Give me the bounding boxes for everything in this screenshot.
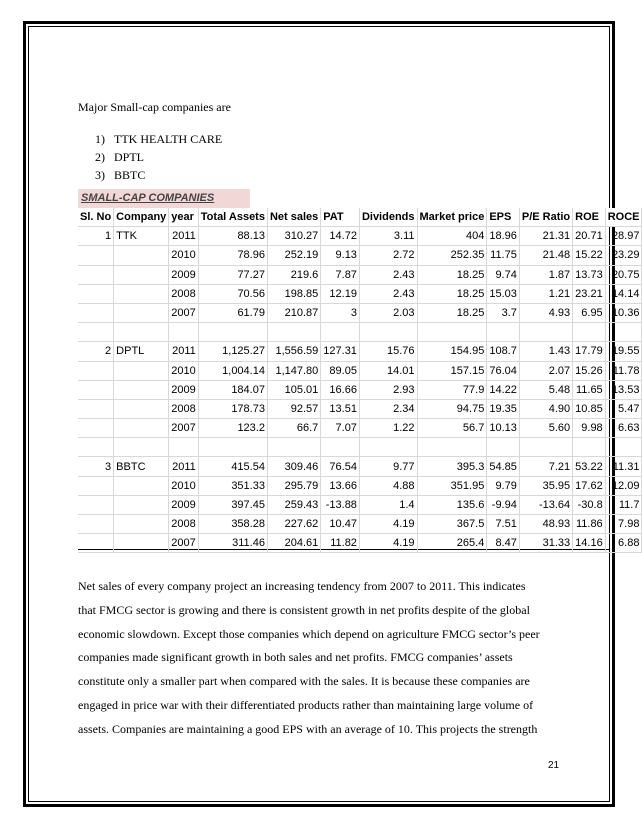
table-cell: 10.36 — [605, 303, 642, 322]
column-header: EPS — [487, 208, 520, 227]
table-cell — [78, 323, 114, 342]
table-cell: -30.8 — [573, 495, 606, 514]
table-cell: 3.11 — [359, 227, 417, 246]
table-cell — [78, 361, 114, 380]
table-cell: 23.21 — [573, 284, 606, 303]
table-row — [78, 457, 642, 476]
table-cell — [78, 303, 114, 322]
column-header: Market price — [417, 208, 487, 227]
table-cell: BBTC — [114, 457, 169, 476]
table-cell — [321, 438, 360, 457]
table-cell: 23.29 — [605, 246, 642, 265]
table-cell: 16.66 — [321, 380, 360, 399]
table-cell: 15.26 — [573, 361, 606, 380]
table-cell — [78, 399, 114, 418]
table-header-row — [78, 208, 642, 227]
table-cell — [114, 380, 169, 399]
table-cell: 6.88 — [605, 534, 642, 553]
table-cell: 7.98 — [605, 515, 642, 534]
companies-list — [95, 130, 222, 184]
table-cell: 3.7 — [487, 303, 520, 322]
table-cell: 351.33 — [198, 476, 267, 495]
table-cell: 11.75 — [487, 246, 520, 265]
paragraph-line: companies made significant growth in both sales and net profits. FMCG companies’ assets — [78, 650, 513, 665]
table-cell: 13.73 — [573, 265, 606, 284]
table-cell — [114, 534, 169, 553]
table-cell: 135.6 — [417, 495, 487, 514]
table-cell: 252.35 — [417, 246, 487, 265]
table-cell: 14.72 — [321, 227, 360, 246]
intro-text: Major Small-cap companies are — [78, 100, 231, 114]
table-row — [78, 284, 642, 303]
table-cell: 20.75 — [605, 265, 642, 284]
table-cell — [114, 265, 169, 284]
table-cell: 123.2 — [198, 419, 267, 438]
table-cell: 3 — [78, 457, 114, 476]
table-cell — [198, 323, 267, 342]
table-cell: 1.22 — [359, 419, 417, 438]
table-cell — [519, 438, 572, 457]
table-title: SMALL-CAP COMPANIES — [78, 189, 250, 208]
table-cell: 2.03 — [359, 303, 417, 322]
table-cell: 198.85 — [267, 284, 320, 303]
paragraph-line: assets. Companies are maintaining a good EPS with an average of 10. This projects the strength — [78, 721, 538, 736]
table-cell: 20.71 — [573, 227, 606, 246]
table-cell — [78, 419, 114, 438]
table-cell: 184.07 — [198, 380, 267, 399]
table-cell: 11.7 — [605, 495, 642, 514]
paragraph-line: Net sales of every company project an increasing tendency from 2007 to 2011. This indicates — [78, 579, 526, 593]
column-header: Net sales — [267, 208, 320, 227]
table-row — [78, 534, 642, 553]
table-row — [78, 246, 642, 265]
table-cell — [114, 438, 169, 457]
table-cell: 7.51 — [487, 515, 520, 534]
column-header: ROCE — [605, 208, 642, 227]
table-cell: 70.56 — [198, 284, 267, 303]
table-cell: 351.95 — [417, 476, 487, 495]
table-cell — [114, 476, 169, 495]
table-cell — [78, 246, 114, 265]
table-cell: 404 — [417, 227, 487, 246]
table-cell: 4.88 — [359, 476, 417, 495]
table-row — [78, 342, 642, 361]
table-cell — [198, 438, 267, 457]
table-cell — [78, 380, 114, 399]
table-cell — [114, 419, 169, 438]
table-cell: -13.64 — [519, 495, 572, 514]
table-cell: 204.61 — [267, 534, 320, 553]
table-cell: 4.19 — [359, 534, 417, 553]
table-cell: 76.04 — [487, 361, 520, 380]
table-cell: 78.96 — [198, 246, 267, 265]
table-cell: 48.93 — [519, 515, 572, 534]
table-cell: 227.62 — [267, 515, 320, 534]
table-cell: 4.93 — [519, 303, 572, 322]
table-cell — [114, 323, 169, 342]
table-cell: 4.90 — [519, 399, 572, 418]
table-cell: 1,125.27 — [198, 342, 267, 361]
table-cell — [169, 323, 198, 342]
table-cell: 1,556.59 — [267, 342, 320, 361]
table-cell: 7.87 — [321, 265, 360, 284]
table-cell: 310.27 — [267, 227, 320, 246]
paragraph-line: constitute only a smaller part when compared with the sales. It is because these companies are — [78, 674, 530, 689]
table-row — [78, 399, 642, 418]
table-cell: 2008 — [169, 399, 198, 418]
table-cell — [78, 284, 114, 303]
table-cell — [359, 438, 417, 457]
table-cell: 265.4 — [417, 534, 487, 553]
table-cell: 4.19 — [359, 515, 417, 534]
table-cell — [169, 438, 198, 457]
table-cell — [605, 323, 642, 342]
table-cell: 89.05 — [321, 361, 360, 380]
table-cell: 2.43 — [359, 265, 417, 284]
table-cell — [359, 323, 417, 342]
table-cell: 11.86 — [573, 515, 606, 534]
analysis-paragraph — [78, 575, 568, 742]
paragraph-line: engaged in price war with their differentiated products rather than maintaining large volume of — [78, 697, 534, 712]
table-cell: 77.9 — [417, 380, 487, 399]
paragraph-line: economic slowdown. Except those companies which depend on agriculture FMCG sector’s peer — [78, 626, 540, 641]
table-cell: 157.15 — [417, 361, 487, 380]
table-cell: 2009 — [169, 265, 198, 284]
table-row — [78, 438, 642, 457]
column-header: Total Assets — [198, 208, 267, 227]
table-cell: 53.22 — [573, 457, 606, 476]
table-cell: 5.60 — [519, 419, 572, 438]
list-item: 2) DPTL — [95, 150, 144, 164]
table-row — [78, 495, 642, 514]
table-cell: 395.3 — [417, 457, 487, 476]
table-cell: 11.65 — [573, 380, 606, 399]
table-cell — [114, 399, 169, 418]
table-cell: 19.55 — [605, 342, 642, 361]
table-cell — [267, 438, 320, 457]
column-header: Company — [114, 208, 169, 227]
table-cell: 2010 — [169, 476, 198, 495]
table-cell: 66.7 — [267, 419, 320, 438]
table-cell: 2.93 — [359, 380, 417, 399]
table-cell: 415.54 — [198, 457, 267, 476]
table-cell: 21.31 — [519, 227, 572, 246]
table-cell: 10.85 — [573, 399, 606, 418]
table-row — [78, 265, 642, 284]
table-cell: 2009 — [169, 380, 198, 399]
table-cell: 15.22 — [573, 246, 606, 265]
table-cell: 28.97 — [605, 227, 642, 246]
table-cell: 2 — [78, 342, 114, 361]
table-cell: 7.21 — [519, 457, 572, 476]
table-cell: 210.87 — [267, 303, 320, 322]
table-cell: DPTL — [114, 342, 169, 361]
table-cell — [114, 284, 169, 303]
table-cell: 56.7 — [417, 419, 487, 438]
table-cell — [78, 515, 114, 534]
table-cell: 6.63 — [605, 419, 642, 438]
table-cell — [114, 515, 169, 534]
table-cell: 15.76 — [359, 342, 417, 361]
table-cell: 397.45 — [198, 495, 267, 514]
table-cell: 94.75 — [417, 399, 487, 418]
table-cell: 61.79 — [198, 303, 267, 322]
table-cell: 9.98 — [573, 419, 606, 438]
column-header: PAT — [321, 208, 360, 227]
table-cell: 2010 — [169, 246, 198, 265]
table-cell: 92.57 — [267, 399, 320, 418]
table-cell: -9.94 — [487, 495, 520, 514]
table-cell: 13.66 — [321, 476, 360, 495]
table-cell: 1.4 — [359, 495, 417, 514]
table-cell: 358.28 — [198, 515, 267, 534]
table-cell: 18.25 — [417, 284, 487, 303]
table-cell: 11.82 — [321, 534, 360, 553]
table-cell: 1,147.80 — [267, 361, 320, 380]
table-cell: 13.53 — [605, 380, 642, 399]
table-cell: 8.47 — [487, 534, 520, 553]
table-cell: 17.79 — [573, 342, 606, 361]
table-cell — [573, 438, 606, 457]
table-cell — [114, 495, 169, 514]
table-cell: 88.13 — [198, 227, 267, 246]
table-cell: 13.51 — [321, 399, 360, 418]
table-cell — [78, 265, 114, 284]
column-header: Sl. No — [78, 208, 114, 227]
table-cell: 14.22 — [487, 380, 520, 399]
column-header: year — [169, 208, 198, 227]
table-cell: 367.5 — [417, 515, 487, 534]
table-cell: 11.31 — [605, 457, 642, 476]
table-row — [78, 361, 642, 380]
table-cell: 10.13 — [487, 419, 520, 438]
table-cell — [114, 361, 169, 380]
table-cell: 1.87 — [519, 265, 572, 284]
table-cell: 2011 — [169, 227, 198, 246]
table-cell: 14.14 — [605, 284, 642, 303]
table-cell: 17.62 — [573, 476, 606, 495]
table-cell: 2007 — [169, 534, 198, 553]
table-cell: 10.47 — [321, 515, 360, 534]
table-cell: 76.54 — [321, 457, 360, 476]
table-cell: 6.95 — [573, 303, 606, 322]
table-cell: 178.73 — [198, 399, 267, 418]
table-cell: 19.35 — [487, 399, 520, 418]
table-cell: 21.48 — [519, 246, 572, 265]
table-cell — [78, 534, 114, 553]
table-cell: 12.19 — [321, 284, 360, 303]
page-number: 21 — [548, 760, 560, 771]
table-cell: 127.31 — [321, 342, 360, 361]
table-cell: 309.46 — [267, 457, 320, 476]
table-cell: 1.43 — [519, 342, 572, 361]
table-cell: TTK — [114, 227, 169, 246]
table-cell: 295.79 — [267, 476, 320, 495]
column-header: P/E Ratio — [519, 208, 572, 227]
table-cell: 9.13 — [321, 246, 360, 265]
table-cell: 2011 — [169, 457, 198, 476]
table-cell: 2011 — [169, 342, 198, 361]
table-cell: 2.43 — [359, 284, 417, 303]
table-cell: 11.78 — [605, 361, 642, 380]
table-cell: 15.03 — [487, 284, 520, 303]
table-cell: 1.21 — [519, 284, 572, 303]
table-cell: 18.25 — [417, 303, 487, 322]
table-cell: 311.46 — [198, 534, 267, 553]
table-cell — [114, 246, 169, 265]
table-cell: 5.47 — [605, 399, 642, 418]
table-row — [78, 380, 642, 399]
table-cell — [267, 323, 320, 342]
table-cell: 219.6 — [267, 265, 320, 284]
table-cell: 252.19 — [267, 246, 320, 265]
table-cell: 5.48 — [519, 380, 572, 399]
table-cell: 18.25 — [417, 265, 487, 284]
table-cell — [417, 323, 487, 342]
table-row — [78, 476, 642, 495]
table-cell: 1 — [78, 227, 114, 246]
column-header: Dividends — [359, 208, 417, 227]
table-row — [78, 515, 642, 534]
table-cell: 2007 — [169, 419, 198, 438]
table-cell: 9.79 — [487, 476, 520, 495]
table-cell: 2.07 — [519, 361, 572, 380]
table-cell: 108.7 — [487, 342, 520, 361]
table-cell — [519, 323, 572, 342]
table-cell: 9.77 — [359, 457, 417, 476]
table-cell: 105.01 — [267, 380, 320, 399]
small-cap-table-image — [78, 189, 640, 550]
table-cell — [487, 323, 520, 342]
table-cell: 14.01 — [359, 361, 417, 380]
table-cell: 54.85 — [487, 457, 520, 476]
list-item: 1) TTK HEALTH CARE — [95, 132, 223, 146]
table-cell: -13.88 — [321, 495, 360, 514]
table-row — [78, 419, 642, 438]
table-cell: 35.95 — [519, 476, 572, 495]
paragraph-line: that FMCG sector is growing and there is consistent growth in net profits despite of the global — [78, 602, 530, 617]
table-cell: 14.16 — [573, 534, 606, 553]
table-cell: 2009 — [169, 495, 198, 514]
table-cell: 2.72 — [359, 246, 417, 265]
table-cell — [321, 323, 360, 342]
table-cell: 9.74 — [487, 265, 520, 284]
table-cell: 7.07 — [321, 419, 360, 438]
table-cell: 2008 — [169, 515, 198, 534]
small-cap-table — [78, 208, 642, 553]
table-cell: 1,004.14 — [198, 361, 267, 380]
table-cell: 154.95 — [417, 342, 487, 361]
table-cell: 2007 — [169, 303, 198, 322]
table-cell: 3 — [321, 303, 360, 322]
table-cell — [487, 438, 520, 457]
table-cell — [417, 438, 487, 457]
table-cell: 259.43 — [267, 495, 320, 514]
table-cell: 12.09 — [605, 476, 642, 495]
table-row — [78, 303, 642, 322]
table-cell — [605, 438, 642, 457]
table-cell — [573, 323, 606, 342]
column-header: ROE — [573, 208, 606, 227]
table-row — [78, 227, 642, 246]
table-cell: 77.27 — [198, 265, 267, 284]
table-cell — [78, 495, 114, 514]
table-cell — [78, 438, 114, 457]
table-row — [78, 323, 642, 342]
table-cell: 2.34 — [359, 399, 417, 418]
table-cell — [114, 303, 169, 322]
table-cell: 18.96 — [487, 227, 520, 246]
table-cell: 2008 — [169, 284, 198, 303]
table-cell: 31.33 — [519, 534, 572, 553]
list-item: 3) BBTC — [95, 168, 146, 182]
table-cell: 2010 — [169, 361, 198, 380]
table-cell — [78, 476, 114, 495]
